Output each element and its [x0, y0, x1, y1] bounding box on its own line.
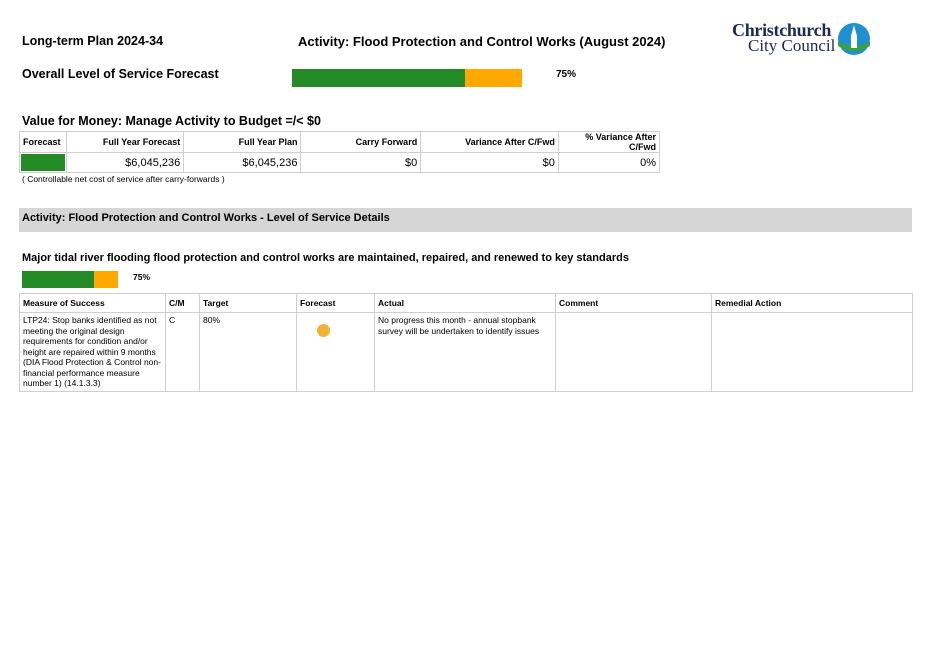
section-title: Activity: Flood Protection and Control Works - Level of Service Details [22, 212, 390, 224]
col-forecast: Forecast [20, 132, 67, 153]
section-header [19, 208, 912, 232]
measure-group-bar [22, 271, 118, 288]
measure-group-title: Major tidal river flooding flood protection and control works are maintained, repaired, and renewed to key standards [22, 252, 629, 264]
carry-forward-value: $0 [301, 153, 421, 173]
measure-detail-table [19, 293, 913, 392]
comment-text [556, 313, 712, 392]
col-pct-variance: % Variance After C/Fwd [558, 132, 659, 153]
value-for-money-title: Value for Money: Manage Activity to Budget =/< $0 [22, 114, 321, 128]
detail-header-row [20, 294, 913, 313]
col-target: Target [200, 294, 297, 313]
logo-line1: Christchurch [732, 20, 832, 40]
col-forecast-status: Forecast [297, 294, 375, 313]
table-row [20, 313, 913, 392]
measure-group-green-segment [22, 271, 94, 288]
forecast-cell [297, 313, 375, 392]
pct-variance-value: 0% [558, 153, 659, 173]
overall-los-label: Overall Level of Service Forecast [22, 67, 219, 81]
measure-group-percent: 75% [133, 272, 151, 282]
target-value: 80% [200, 313, 297, 392]
overall-los-bar [292, 69, 522, 87]
forecast-status-dot [317, 324, 330, 337]
overall-los-percent: 75% [556, 69, 577, 80]
variance-value: $0 [421, 153, 559, 173]
budget-data-row [20, 153, 660, 173]
budget-table [19, 131, 660, 173]
col-actual: Actual [375, 294, 556, 313]
forecast-status-swatch [21, 154, 65, 171]
activity-title: Activity: Flood Protection and Control Works (August 2024) [298, 34, 666, 49]
col-remedial-action: Remedial Action [712, 294, 913, 313]
col-full-year-plan: Full Year Plan [184, 132, 301, 153]
logo-line2: City Council [748, 36, 836, 55]
col-full-year-forecast: Full Year Forecast [67, 132, 184, 153]
full-year-forecast-value: $6,045,236 [67, 153, 184, 173]
col-cm: C/M [166, 294, 200, 313]
budget-header-row [20, 132, 660, 153]
overall-los-green-segment [292, 69, 465, 87]
budget-footnote: ( Controllable net cost of service after carry-forwards ) [22, 174, 225, 184]
overall-los-orange-segment [465, 69, 523, 87]
cm-value: C [166, 313, 200, 392]
measure-text: LTP24: Stop banks identified as not meeting the original design requirements for condition and/or height are repaired within 9 months (DIA Flood Protection & Control non- financial performance measure number 1) (14.1.3.3) [20, 313, 166, 392]
remedial-text [712, 313, 913, 392]
measure-group-orange-segment [94, 271, 118, 288]
forecast-status-cell [20, 153, 67, 173]
council-logo [732, 22, 874, 58]
col-carry-forward: Carry Forward [301, 132, 421, 153]
plan-title: Long-term Plan 2024-34 [22, 34, 164, 48]
full-year-plan-value: $6,045,236 [184, 153, 301, 173]
actual-text: No progress this month - annual stopbank survey will be undertaken to identify issues [375, 313, 556, 392]
col-variance: Variance After C/Fwd [421, 132, 559, 153]
col-comment: Comment [556, 294, 712, 313]
col-measure-of-success: Measure of Success [20, 294, 166, 313]
cathedral-emblem-icon [836, 22, 872, 56]
